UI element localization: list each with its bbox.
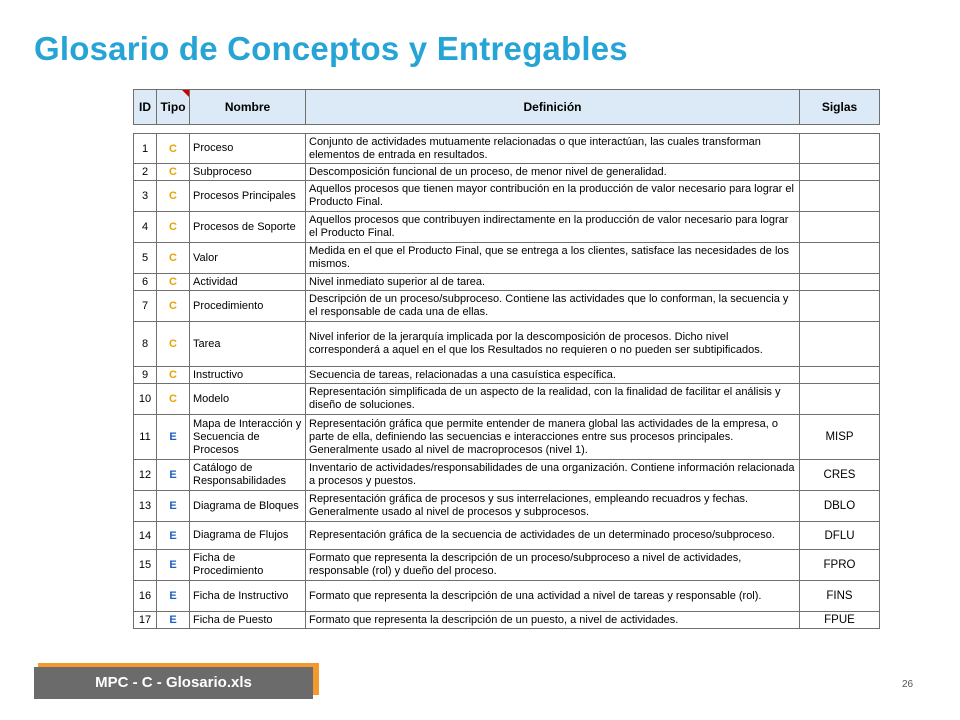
cell-definicion: Conjunto de actividades mutuamente relacionadas o que interactúan, las cuales transforman elementos de entrada en resultados.: [306, 134, 800, 164]
cell-siglas: [800, 134, 880, 164]
cell-siglas: [800, 367, 880, 384]
cell-tipo: C: [157, 181, 190, 212]
cell-definicion: Aquellos procesos que contribuyen indirectamente en la producción de valor necesario para lograr el Producto Final.: [306, 212, 800, 243]
cell-nombre: Procesos Principales: [190, 181, 306, 212]
cell-tipo: C: [157, 164, 190, 181]
table-row: [134, 550, 880, 581]
column-header-definicion: Definición: [306, 90, 800, 125]
cell-tipo: E: [157, 460, 190, 491]
table-row: [134, 291, 880, 322]
cell-id: 16: [134, 581, 157, 612]
cell-id: 10: [134, 384, 157, 415]
table-row: [134, 415, 880, 460]
page-number: 26: [902, 679, 914, 690]
cell-nombre: Diagrama de Bloques: [190, 491, 306, 522]
cell-definicion: Nivel inferior de la jerarquía implicada por la descomposición de procesos. Dicho nivel corresponderá a aquel en el que los Resultados no requieren o no pueden ser subtipificados.: [306, 322, 800, 367]
cell-definicion: Descomposición funcional de un proceso, de menor nivel de generalidad.: [306, 164, 800, 181]
table-row: [134, 322, 880, 367]
table-row: [134, 181, 880, 212]
cell-siglas: FINS: [800, 581, 880, 612]
cell-id: 3: [134, 181, 157, 212]
table-row: [134, 367, 880, 384]
cell-nombre: Modelo: [190, 384, 306, 415]
cell-id: 15: [134, 550, 157, 581]
cell-id: 14: [134, 522, 157, 550]
cell-nombre: Instructivo: [190, 367, 306, 384]
footer-file-label: MPC - C - Glosario.xls: [34, 667, 313, 699]
cell-siglas: FPUE: [800, 612, 880, 629]
cell-definicion: Descripción de un proceso/subproceso. Contiene las actividades que lo conforman, la secuencia y el responsable de cada una de ellas.: [306, 291, 800, 322]
cell-nombre: Actividad: [190, 274, 306, 291]
cell-siglas: DBLO: [800, 491, 880, 522]
page-title: Glosario de Conceptos y Entregables: [34, 30, 628, 67]
cell-nombre: Catálogo de Responsabilidades: [190, 460, 306, 491]
cell-definicion: Aquellos procesos que tienen mayor contribución en la producción de valor necesario para lograr el Producto Final.: [306, 181, 800, 212]
table-row: [134, 243, 880, 274]
cell-id: 2: [134, 164, 157, 181]
cell-siglas: [800, 274, 880, 291]
cell-tipo: E: [157, 612, 190, 629]
cell-nombre: Subproceso: [190, 164, 306, 181]
cell-siglas: [800, 384, 880, 415]
table-row: [134, 212, 880, 243]
cell-nombre: Proceso: [190, 134, 306, 164]
cell-nombre: Ficha de Puesto: [190, 612, 306, 629]
glossary-header-table: [133, 89, 880, 125]
column-header-tipo: [157, 90, 190, 125]
column-header-tipo-label: Tipo: [160, 100, 186, 114]
cell-definicion: Secuencia de tareas, relacionadas a una casuística específica.: [306, 367, 800, 384]
cell-id: 7: [134, 291, 157, 322]
cell-id: 9: [134, 367, 157, 384]
cell-id: 8: [134, 322, 157, 367]
cell-tipo: E: [157, 415, 190, 460]
table-row: [134, 612, 880, 629]
cell-tipo: C: [157, 322, 190, 367]
cell-tipo: C: [157, 367, 190, 384]
cell-definicion: Inventario de actividades/responsabilidades de una organización. Contiene información relacionada a procesos y puestos.: [306, 460, 800, 491]
cell-definicion: Formato que representa la descripción de un puesto, a nivel de actividades.: [306, 612, 800, 629]
cell-tipo: C: [157, 291, 190, 322]
cell-siglas: MISP: [800, 415, 880, 460]
cell-siglas: DFLU: [800, 522, 880, 550]
cell-nombre: Tarea: [190, 322, 306, 367]
cell-id: 1: [134, 134, 157, 164]
column-header-siglas: Siglas: [800, 90, 880, 125]
table-row: [134, 164, 880, 181]
table-row: [134, 460, 880, 491]
cell-siglas: [800, 164, 880, 181]
cell-definicion: Formato que representa la descripción de un proceso/subproceso a nivel de actividades, responsable (rol) y dueño del proceso.: [306, 550, 800, 581]
cell-definicion: Nivel inmediato superior al de tarea.: [306, 274, 800, 291]
cell-nombre: Mapa de Interacción y Secuencia de Procesos: [190, 415, 306, 460]
cell-definicion: Representación gráfica de la secuencia de actividades de un determinado proceso/subproceso.: [306, 522, 800, 550]
cell-definicion: Representación simplificada de un aspecto de la realidad, con la finalidad de facilitar el análisis y diseño de soluciones.: [306, 384, 800, 415]
cell-definicion: Representación gráfica de procesos y sus interrelaciones, empleando recuadros y fechas. Generalmente usado al nivel de procesos y subprocesos.: [306, 491, 800, 522]
cell-nombre: Ficha de Procedimiento: [190, 550, 306, 581]
cell-siglas: [800, 291, 880, 322]
cell-id: 5: [134, 243, 157, 274]
table-row: [134, 491, 880, 522]
cell-definicion: Medida en el que el Producto Final, que se entrega a los clientes, satisface las necesidades de los mismos.: [306, 243, 800, 274]
cell-nombre: Ficha de Instructivo: [190, 581, 306, 612]
cell-tipo: C: [157, 274, 190, 291]
cell-id: 13: [134, 491, 157, 522]
cell-tipo: C: [157, 134, 190, 164]
cell-definicion: Formato que representa la descripción de una actividad a nivel de tareas y responsable (rol).: [306, 581, 800, 612]
column-header-nombre: Nombre: [190, 90, 306, 125]
cell-tipo: E: [157, 550, 190, 581]
cell-id: 17: [134, 612, 157, 629]
column-header-id: ID: [134, 90, 157, 125]
cell-tipo: C: [157, 212, 190, 243]
table-row: [134, 522, 880, 550]
cell-siglas: [800, 181, 880, 212]
glossary-table: [133, 133, 880, 629]
cell-tipo: C: [157, 384, 190, 415]
header-row: [134, 90, 880, 125]
cell-id: 11: [134, 415, 157, 460]
cell-tipo: E: [157, 522, 190, 550]
cell-siglas: [800, 212, 880, 243]
cell-definicion: Representación gráfica que permite entender de manera global las actividades de la empresa, o parte de ella, definiendo las secuencias e interacciones entre sus procesos principales. Generalmente usado al nivel de macroprocesos (nivel 1).: [306, 415, 800, 460]
cell-id: 6: [134, 274, 157, 291]
footer-file-label-box: [34, 663, 317, 699]
cell-siglas: FPRO: [800, 550, 880, 581]
cell-nombre: Procedimiento: [190, 291, 306, 322]
cell-tipo: E: [157, 581, 190, 612]
cell-id: 4: [134, 212, 157, 243]
cell-nombre: Diagrama de Flujos: [190, 522, 306, 550]
cell-id: 12: [134, 460, 157, 491]
cell-nombre: Procesos de Soporte: [190, 212, 306, 243]
cell-tipo: E: [157, 491, 190, 522]
cell-tipo: C: [157, 243, 190, 274]
cell-siglas: [800, 322, 880, 367]
table-row: [134, 274, 880, 291]
table-row: [134, 581, 880, 612]
cell-nombre: Valor: [190, 243, 306, 274]
cell-siglas: [800, 243, 880, 274]
table-row: [134, 134, 880, 164]
comment-marker-icon: [182, 90, 189, 97]
table-row: [134, 384, 880, 415]
cell-siglas: CRES: [800, 460, 880, 491]
